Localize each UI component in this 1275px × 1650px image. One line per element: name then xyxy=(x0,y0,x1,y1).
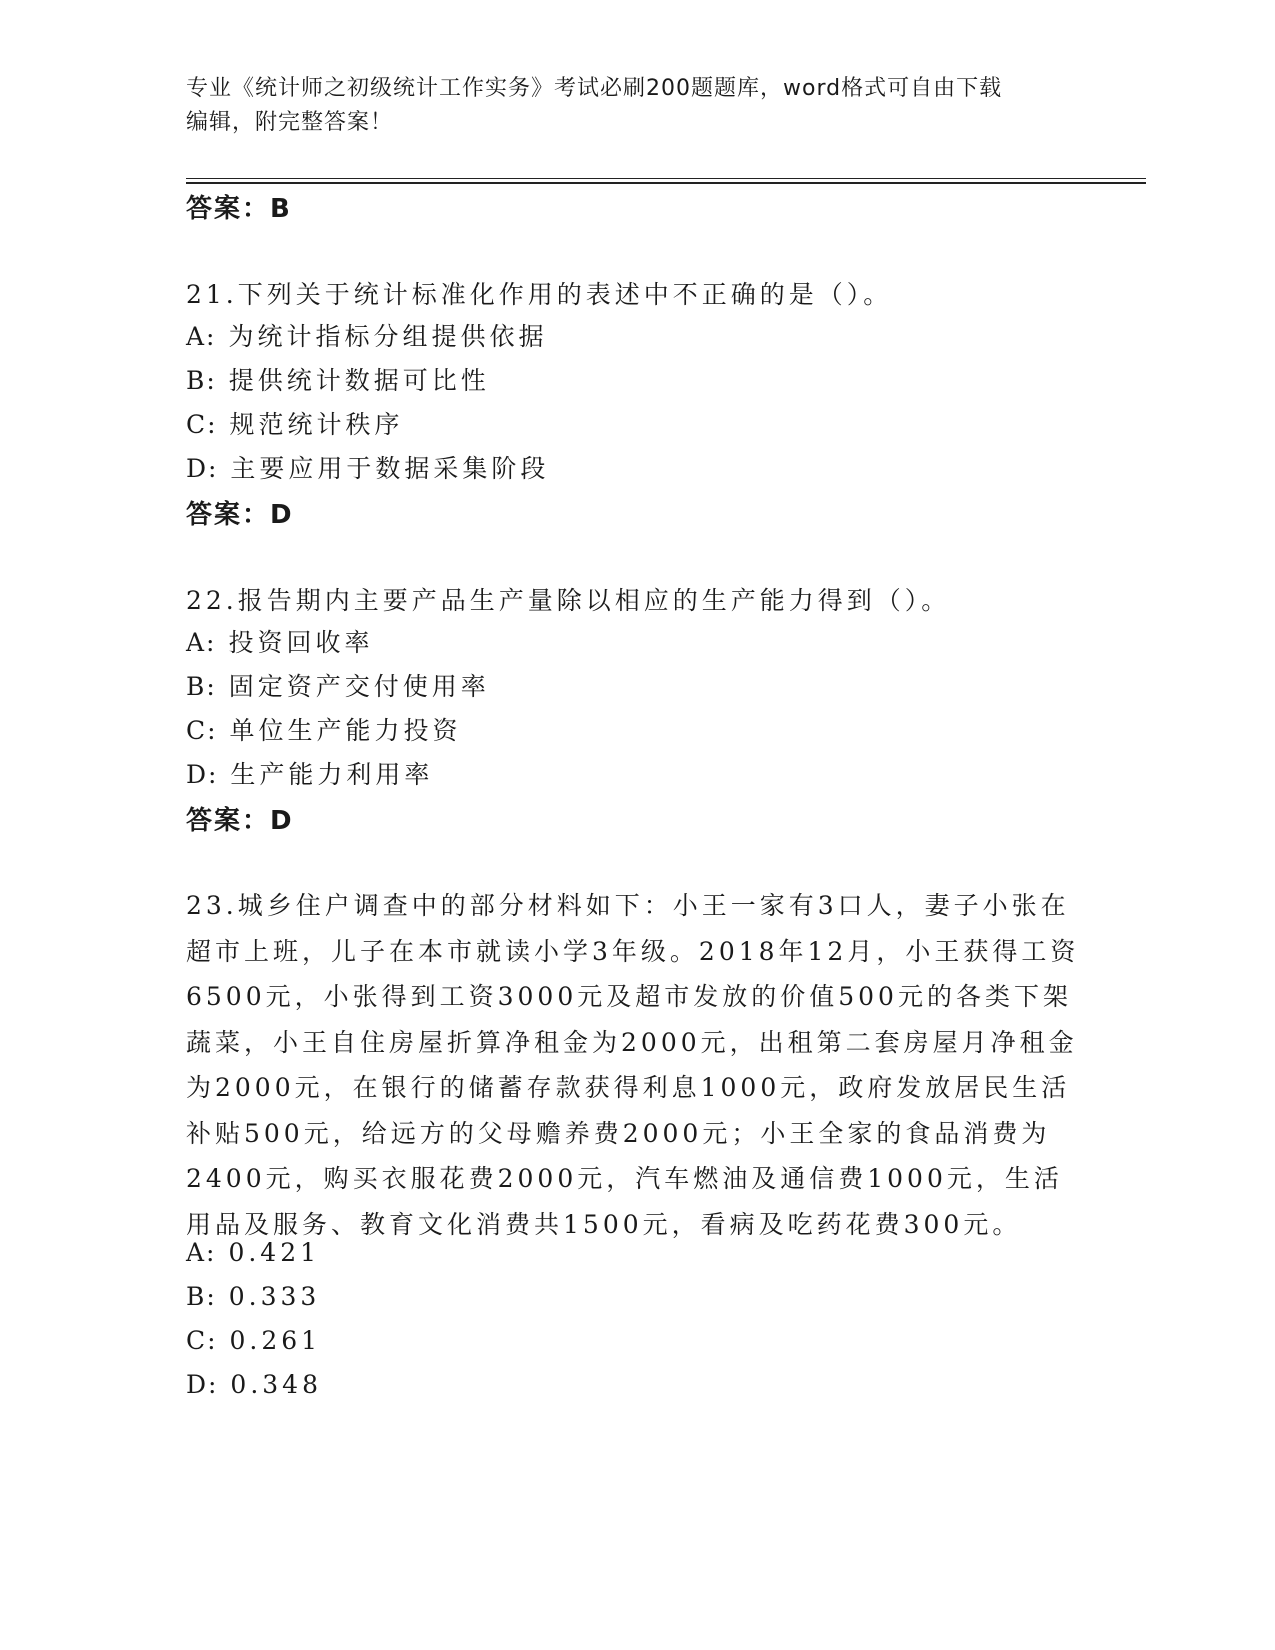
question-22-answer: 答案：D xyxy=(186,806,294,836)
header-divider-thick xyxy=(186,182,1146,184)
option-text: 规范统计秩序 xyxy=(229,410,404,439)
question-21-option-d xyxy=(186,452,549,486)
option-letter: A: xyxy=(186,1238,217,1267)
option-letter: A: xyxy=(186,322,217,351)
option-text: 单位生产能力投资 xyxy=(229,716,462,745)
option-text: 固定资产交付使用率 xyxy=(228,672,490,701)
option-text: 为统计指标分组提供依据 xyxy=(228,322,548,351)
page-header xyxy=(186,72,1066,140)
question-22-stem: 22.报告期内主要产品生产量除以相应的生产能力得到（）。 xyxy=(186,586,951,615)
option-text: 提供统计数据可比性 xyxy=(228,366,490,395)
option-text: 0.333 xyxy=(228,1282,321,1311)
question-23-option-b xyxy=(186,1280,320,1314)
question-22-option-d xyxy=(186,758,433,792)
option-letter: A: xyxy=(186,628,217,657)
option-text: 生产能力利用率 xyxy=(230,760,434,789)
question-22-option-c xyxy=(186,714,462,748)
option-letter: B: xyxy=(186,366,217,395)
question-23-option-c xyxy=(186,1324,321,1358)
question-23-option-a xyxy=(186,1236,320,1270)
question-21-option-a xyxy=(186,320,547,354)
question-21-option-c xyxy=(186,408,404,442)
question-23-option-d xyxy=(186,1368,322,1402)
header-divider-thin xyxy=(186,178,1146,179)
header-line-2: 编辑，附完整答案！ xyxy=(186,110,394,135)
option-text: 0.421 xyxy=(228,1238,321,1267)
option-letter: B: xyxy=(186,1282,217,1311)
option-letter: D: xyxy=(186,454,219,483)
option-letter: D: xyxy=(186,1370,219,1399)
option-letter: C: xyxy=(186,1326,218,1355)
header-line-1: 专业《统计师之初级统计工作实务》考试必刷200题题库，word格式可自由下载 xyxy=(186,76,1003,101)
question-22-option-a xyxy=(186,626,373,660)
option-letter: D: xyxy=(186,760,219,789)
option-text: 主要应用于数据采集阶段 xyxy=(230,454,550,483)
question-21-stem: 21.下列关于统计标准化作用的表述中不正确的是（）。 xyxy=(186,280,893,309)
question-23-stem: 23.城乡住户调查中的部分材料如下：小王一家有3口人，妻子小张在超市上班，儿子在本市就读小学3年级。2018年12月，小王获得工资6500元，小张得到工资3000元及超市发放的价值500元的各类下架蔬菜，小王自住房屋折算净租金为2000元，出租第二套房屋月净租金为2000元，在银行的储蓄存款获得利息1000元，政府发放居民生活补贴500元，给远方的父母赡养费2000元；小王全家的食品消费为2400元，购买衣服花费2000元，汽车燃油及通信费1000元，生活用品及服务、教育文化消费共1500元，看病及吃药花费300元。 xyxy=(186,891,1080,1239)
option-text: 0.261 xyxy=(229,1326,322,1355)
option-text: 0.348 xyxy=(230,1370,322,1399)
option-letter: C: xyxy=(186,716,218,745)
option-text: 投资回收率 xyxy=(228,628,374,657)
question-21-answer: 答案：D xyxy=(186,500,294,530)
option-letter: C: xyxy=(186,410,218,439)
question-21-option-b xyxy=(186,364,490,398)
answer-previous: 答案：B xyxy=(186,194,292,224)
question-22-option-b xyxy=(186,670,490,704)
option-letter: B: xyxy=(186,672,217,701)
